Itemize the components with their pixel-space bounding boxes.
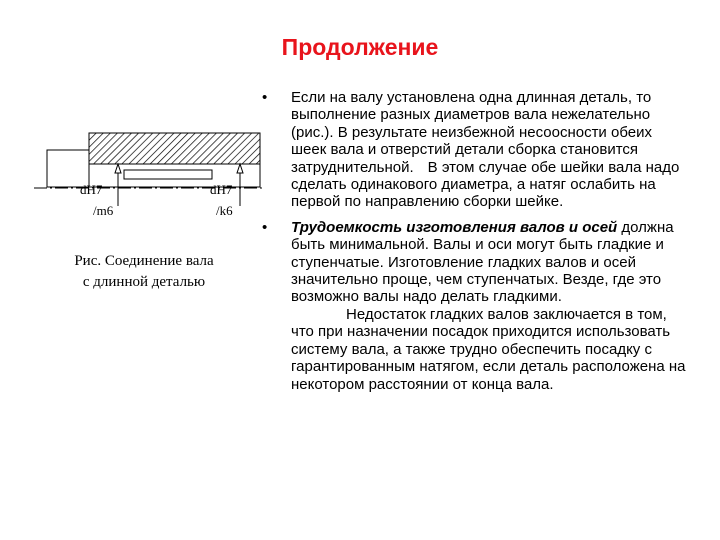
bullet-emphasis: Трудоемкость изготовления валов и осей xyxy=(291,218,618,236)
caption-line-2: с длинной деталью xyxy=(82,274,206,290)
caption-line-1: Рис. Соединение вала xyxy=(74,253,214,269)
bullet-list xyxy=(262,89,690,401)
fit-label-left-bottom: /m6 xyxy=(93,203,114,218)
bullet-text: В этом случае обе шейки вала надо сделать одинакового диаметра, а натяг ослабить на первой по направлению сборки шейке. xyxy=(291,158,680,211)
left-fit-arrow-head xyxy=(115,164,121,173)
right-fit-arrow-head xyxy=(237,164,243,173)
shaft-assembly-drawing xyxy=(30,128,270,228)
bullet-text: Недостаток гладких валов заключается в том, что при назначении посадок приходится использовать систему вала, а также трудно обеспечить посадку с гарантированным натягом, если деталь расположена на некотором расстоянии от конца вала. xyxy=(291,305,686,393)
bullet-text: должна быть минимальной. Валы и оси могут быть гладкие и ступенчатые. Изготовление гладких валов и осей значительно проще, чем ступенчатых. Везде, где это возможно валы надо делать гладкими. xyxy=(291,218,674,306)
bullet-item xyxy=(262,219,690,393)
bullet-paragraph xyxy=(291,89,690,211)
shaft-body xyxy=(89,164,260,187)
fit-label-left-top: dH7 xyxy=(80,182,103,197)
slide-title: Продолжение xyxy=(281,34,439,60)
fit-label-right-bottom: /k6 xyxy=(216,203,233,218)
bullet-marker: • xyxy=(262,218,268,236)
bullet-text: Если на валу установлена одна длинная деталь, то выполнение разных диаметров вала нежелательно (рис.). В результате неизбежной несоосности обеих xyxy=(291,89,652,141)
figure-caption xyxy=(34,251,254,293)
long-hub-section xyxy=(89,133,260,164)
fit-label-right-top: dH7 xyxy=(210,182,233,197)
shaft-figure xyxy=(30,128,270,228)
bore-relief xyxy=(124,170,212,179)
bullet-item xyxy=(262,89,690,211)
bullet-text: шеек вала и отверстий детали сборка становится затруднительной. xyxy=(291,141,639,176)
bullet-paragraph xyxy=(291,219,690,393)
bullet-marker: • xyxy=(262,89,268,106)
